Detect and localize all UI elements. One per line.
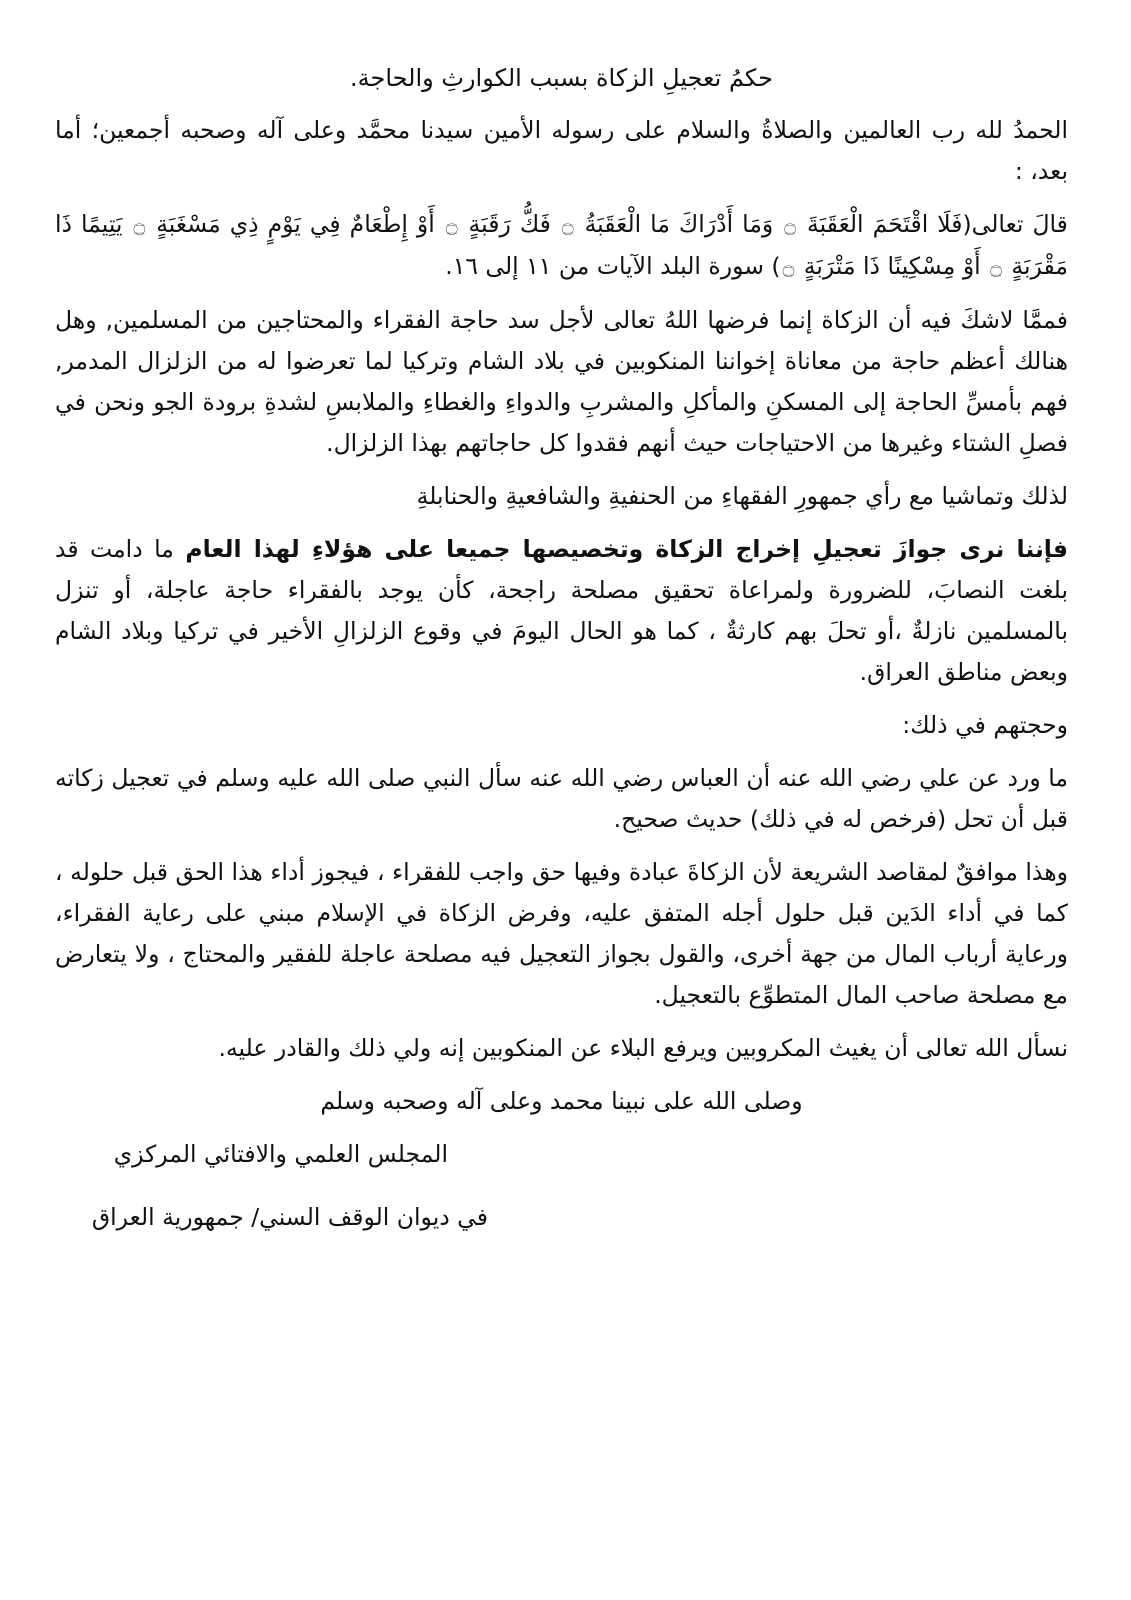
ayah-end-icon: ۝ <box>561 213 574 237</box>
verses-citation: ) سورة البلد الآيات من ١١ إلى ١٦. <box>445 252 781 280</box>
verse-2: وَمَا أَدْرَاكَ مَا الْعَقَبَةُ <box>584 210 774 238</box>
ruling-conditions: ما دامت قد بلغت النصابَ، للضرورة ولمراعاة تحقيق مصلحة راجحة، كأن يوجد بالفقراء حاجة عاجلة، أو تنزل بالمسلمين نازلةٌ ،أو تحلَ بهم كارثةٌ ، كما هو الحال اليومَ في وقوع الزلزالِ الأخير في تركيا وبلاد الشام وبعض مناطق العراق. <box>55 535 1068 686</box>
ayah-end-icon: ۝ <box>990 255 1002 279</box>
signature-block <box>55 1134 1068 1238</box>
ayah-end-icon: ۝ <box>784 213 796 237</box>
reasoning-paragraph: وهذا موافقٌ لمقاصد الشريعة لأن الزكاةَ عبادة وفيها حق واجب للفقراء ، فيجوز أداء هذا الحق قبل حلوله ، كما في أداء الدَين قبل حلول أجله المتفق عليه، وفرض الزكاة في الإسلام مبني على رعاية الفقراء، ورعاية أرباب المال من جهة أخرى، والقول بجواز التعجيل فيه مصلحة عاجلة للفقير والمحتاج ، ولا يتعارض مع مصلحة صاحب المال المتطوِّع بالتعجيل. <box>55 858 1068 1009</box>
verse-6: أَوْ مِسْكِينًا ذَا مَتْرَبَةٍ <box>803 252 981 280</box>
document-page <box>55 58 1068 1238</box>
verses-intro: قالَ تعالى( <box>962 210 1068 238</box>
ayah-end-icon: ۝ <box>133 213 146 237</box>
signature-authority: في ديوان الوقف السني/ جمهورية العراق <box>91 1203 488 1231</box>
ayah-end-icon: ۝ <box>445 213 458 237</box>
hadith-paragraph: ما ورد عن علي رضي الله عنه أن العباس رضي الله عنه سأل النبي صلى الله عليه وسلم في تعجيل زكاته قبل أن تحل (فرخص له في ذلك) حديث صحيح. <box>55 764 1068 833</box>
opening-paragraph: الحمدُ لله رب العالمين والصلاةُ والسلام على رسوله الأمين سيدنا محمَّد وعلى آله وصحبه أجمعين؛ أما بعد، : <box>55 116 1068 185</box>
verse-4: أَوْ إِطْعَامٌ فِي يَوْمٍ ذِي مَسْغَبَةٍ <box>156 210 435 238</box>
verse-5: يَتِيمًا ذَا مَقْرَبَةٍ <box>55 210 1068 280</box>
signature-council: المجلس العلمي والافتائي المركزي <box>113 1140 448 1168</box>
quran-verses-paragraph <box>55 204 1068 288</box>
ruling-statement: فإننا نرى جوازَ تعجيلِ إخراج الزكاة وتخصيصها جميعا على هؤلاءِ لهذا العام <box>185 535 1068 563</box>
document-title: حكمُ تعجيلِ الزكاة بسبب الكوارثِ والحاجة. <box>350 64 773 92</box>
need-paragraph: فممَّا لاشكَ فيه أن الزكاة إنما فرضها اللهُ تعالى لأجل سد حاجة الفقراء والمحتاجين من المسلمين, وهل هنالك أعظم حاجة من معاناة إخواننا المنكوبين في بلاد الشام وتركيا لما تعرضوا له من الزلزال المدمر, فهم بأمسِّ الحاجة إلى المسكنِ والمأكلِ والمشربِ والدواءِ والغطاءِ والملابسِ لشدةِ برودة الجو ونحن في فصلِ الشتاء وغيرها من الاحتياجات حيث أنهم فقدوا كل حاجاتهم بهذا الزلزال. <box>55 306 1068 457</box>
ayah-end-icon: ۝ <box>782 255 795 279</box>
verse-3: فَكُّ رَقَبَةٍ <box>468 210 551 238</box>
ruling-paragraph <box>55 529 1068 693</box>
evidence-heading: وحجتهم في ذلك: <box>902 711 1068 739</box>
closing-salutation: وصلى الله على نبينا محمد وعلى آله وصحبه وسلم <box>320 1087 803 1115</box>
verse-1: فَلَا اقْتَحَمَ الْعَقَبَةَ <box>806 210 963 238</box>
prayer-paragraph: نسأل الله تعالى أن يغيث المكروبين ويرفع البلاء عن المنكوبين إنه ولي ذلك والقادر عليه. <box>218 1034 1068 1062</box>
scholars-paragraph: لذلك وتماشيا مع رأي جمهورِ الفقهاءِ من الحنفيةِ والشافعيةِ والحنابلةِ <box>416 482 1068 510</box>
